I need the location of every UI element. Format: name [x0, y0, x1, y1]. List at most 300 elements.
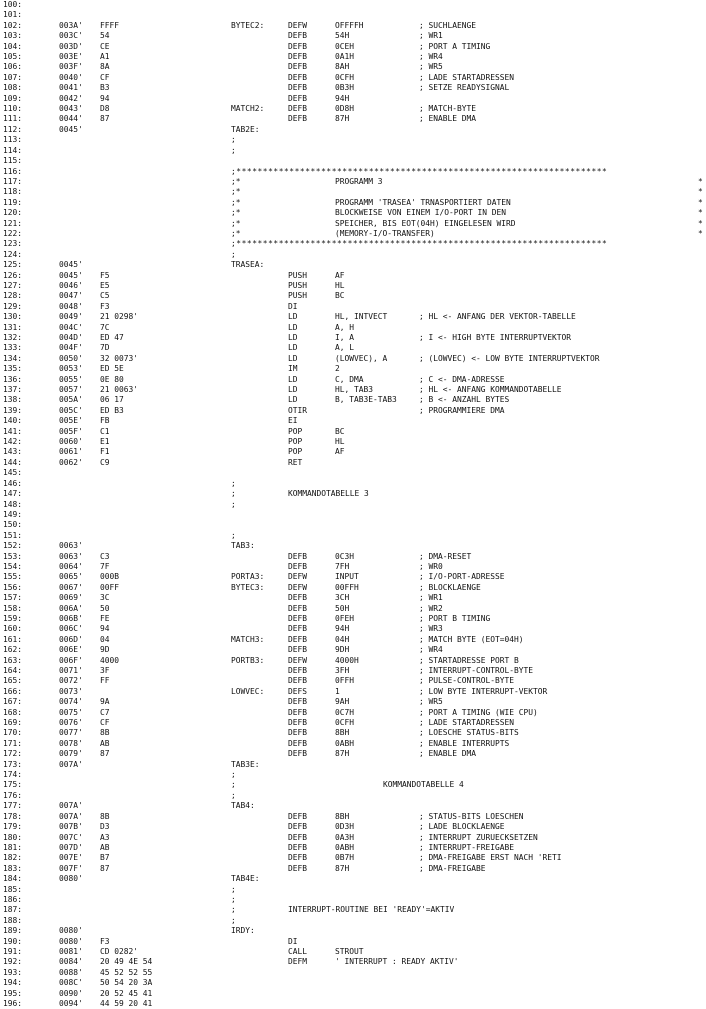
comment: ; MATCH BYTE (EOT=04H)	[419, 634, 524, 644]
object-code: B3	[100, 83, 110, 93]
line-number: 179:	[3, 822, 23, 832]
line-number: 166:	[3, 686, 23, 696]
line-number: 153:	[3, 551, 23, 561]
object-code: 9D	[100, 645, 110, 655]
object-code: 45 52 52 55	[100, 967, 153, 977]
comment: ; WR3	[419, 624, 443, 634]
object-code: FB	[100, 416, 110, 426]
address: 0080'	[59, 874, 83, 884]
listing-line	[3, 957, 706, 967]
comment: ; INTERRUPT ZURUECKSETZEN	[419, 832, 538, 842]
listing-line	[3, 531, 706, 541]
mnemonic: DEFB	[288, 707, 308, 717]
line-number: 125:	[3, 260, 23, 270]
mnemonic: LD	[288, 343, 298, 353]
comment: ; DMA-RESET	[419, 551, 472, 561]
listing-line	[3, 135, 706, 145]
operand: 8BH	[335, 811, 350, 821]
address: 0044'	[59, 114, 83, 124]
operand: ' INTERRUPT : READY AKTIV'	[335, 957, 459, 967]
listing-line	[3, 489, 706, 499]
operand: KOMMANDOTABELLE 4	[383, 780, 464, 790]
listing-line	[3, 416, 706, 426]
listing-line	[3, 323, 706, 333]
comment: ; WR4	[419, 52, 443, 62]
label: ;	[231, 790, 236, 800]
line-number: 148:	[3, 499, 23, 509]
object-code: 50 54 20 3A	[100, 978, 153, 988]
label: ;	[231, 780, 236, 790]
operand: 0FEH	[335, 613, 355, 623]
label: TAB4:	[231, 801, 255, 811]
object-code: C9	[100, 457, 110, 467]
operand: A, H	[335, 322, 355, 332]
label: TAB4E:	[231, 874, 260, 884]
listing-line	[3, 302, 706, 312]
listing-line	[3, 156, 706, 166]
address: 0074'	[59, 697, 83, 707]
comment: ; LADE BLOCKLAENGE	[419, 822, 505, 832]
operand: 04H	[335, 634, 350, 644]
listing-line	[3, 895, 706, 905]
listing-line	[3, 583, 706, 593]
listing-line	[3, 437, 706, 447]
object-code: 7D	[100, 343, 110, 353]
address: 006A'	[59, 603, 83, 613]
address: 0049'	[59, 312, 83, 322]
line-number: 159:	[3, 613, 23, 623]
address: 0053'	[59, 364, 83, 374]
comment: ; PORT A TIMING (WIE CPU)	[419, 707, 538, 717]
comment: ; DMA-FREIGABE ERST NACH 'RETI	[419, 853, 562, 863]
mnemonic: DEFS	[288, 686, 308, 696]
comment: ; ENABLE DMA	[419, 114, 477, 124]
listing-line	[3, 198, 706, 208]
object-code: 21 0298'	[100, 312, 139, 322]
address: 0063'	[59, 551, 83, 561]
object-code: AB	[100, 842, 110, 852]
listing-line	[3, 395, 706, 405]
address: 007C'	[59, 832, 83, 842]
address: 004C'	[59, 322, 83, 332]
comment: ; ENABLE DMA	[419, 749, 477, 759]
listing-line	[3, 656, 706, 666]
line-number: 119:	[3, 197, 23, 207]
mnemonic: DEFB	[288, 31, 308, 41]
address: 0081'	[59, 946, 83, 956]
comment: ; LOESCHE STATUS-BITS	[419, 728, 519, 738]
object-code: F3	[100, 301, 110, 311]
line-number: 177:	[3, 801, 23, 811]
operand: 2	[335, 364, 340, 374]
line-number: 164:	[3, 666, 23, 675]
line-number: 147:	[3, 489, 23, 499]
address: 006E'	[59, 645, 83, 655]
object-code: CD 0282'	[100, 946, 139, 956]
object-code: 50	[100, 603, 110, 613]
label: ;	[231, 489, 236, 499]
operand: 94H	[335, 624, 350, 634]
line-number: 102:	[3, 20, 23, 30]
operand: PROGRAMM 3	[335, 176, 383, 186]
listing-line	[3, 708, 706, 718]
object-code: F5	[100, 270, 110, 280]
object-code: 21 0063'	[100, 385, 139, 395]
object-code: 8B	[100, 811, 110, 821]
line-number: 101:	[3, 10, 23, 20]
listing-line	[3, 281, 706, 291]
listing-line	[3, 760, 706, 770]
address: 0076'	[59, 718, 83, 728]
comment: ; (LOWVEC) <- LOW BYTE INTERRUPTVEKTOR	[419, 353, 600, 363]
operand: STROUT	[335, 946, 364, 956]
object-code: A3	[100, 832, 110, 842]
object-code: CF	[100, 718, 110, 728]
mnemonic: DI	[288, 936, 298, 946]
banner-edge: *	[698, 208, 703, 218]
object-code: 7F	[100, 561, 110, 571]
address: 0080'	[59, 936, 83, 946]
line-number: 146:	[3, 478, 23, 488]
operand: I, A	[335, 333, 355, 342]
comment: ; HL <- ANFANG DER VEKTOR-TABELLE	[419, 312, 576, 322]
listing-line	[3, 541, 706, 551]
label: TAB2E:	[231, 124, 260, 134]
line-number: 142:	[3, 437, 23, 447]
object-code: A1	[100, 52, 110, 62]
object-code: B7	[100, 853, 110, 863]
mnemonic: PUSH	[288, 291, 308, 301]
line-number: 157:	[3, 593, 23, 603]
label: LOWVEC:	[231, 686, 265, 696]
listing-line	[3, 187, 706, 197]
line-number: 163:	[3, 655, 23, 665]
operand: 0CFH	[335, 72, 355, 82]
mnemonic: DEFW	[288, 20, 308, 30]
mnemonic: DEFW	[288, 572, 308, 582]
mnemonic: DEFM	[288, 957, 308, 967]
listing-line	[3, 219, 706, 229]
listing-line	[3, 905, 706, 915]
operand: 0B7H	[335, 853, 355, 863]
listing-line	[3, 791, 706, 801]
operand: 0A3H	[335, 832, 355, 842]
line-number: 176:	[3, 790, 23, 800]
line-number: 169:	[3, 718, 23, 728]
mnemonic: DEFB	[288, 863, 308, 873]
operand: OFFFFH	[335, 20, 364, 30]
line-number: 188:	[3, 915, 23, 925]
mnemonic: DEFB	[288, 104, 308, 114]
label: ;	[231, 145, 236, 155]
line-number: 151:	[3, 530, 23, 540]
listing-line	[3, 739, 706, 749]
object-code: 00FF	[100, 582, 120, 592]
line-number: 149:	[3, 509, 23, 519]
line-number: 158:	[3, 603, 23, 613]
operand: 0FFH	[335, 676, 355, 686]
object-code: F1	[100, 447, 110, 457]
object-code: D3	[100, 822, 110, 832]
listing-line	[3, 52, 706, 62]
listing-line	[3, 552, 706, 562]
listing-line	[3, 458, 706, 468]
line-number: 170:	[3, 728, 23, 738]
line-number: 114:	[3, 145, 23, 155]
object-code: C1	[100, 426, 110, 436]
listing-line	[3, 864, 706, 874]
listing-line	[3, 271, 706, 281]
address: 0057'	[59, 385, 83, 395]
operand: 0ABH	[335, 738, 355, 748]
line-number: 134:	[3, 353, 23, 363]
comment: ; SETZE READYSIGNAL	[419, 83, 510, 93]
listing-line	[3, 822, 706, 832]
operand: INPUT	[335, 572, 359, 582]
line-number: 181:	[3, 842, 23, 852]
mnemonic: DEFB	[288, 83, 308, 93]
listing-line	[3, 801, 706, 811]
operand: 50H	[335, 603, 350, 613]
listing-line	[3, 697, 706, 707]
object-code: ED 47	[100, 333, 124, 342]
address: 0073'	[59, 686, 83, 696]
line-number: 186:	[3, 894, 23, 904]
comment: ; SUCHLAENGE	[419, 20, 477, 30]
mnemonic: DEFB	[288, 593, 308, 603]
address: 0067'	[59, 582, 83, 592]
mnemonic: DEFB	[288, 811, 308, 821]
operand: 87H	[335, 863, 350, 873]
comment: ; LADE STARTADRESSEN	[419, 72, 515, 82]
listing-line	[3, 853, 706, 863]
line-number: 111:	[3, 114, 23, 124]
mnemonic: DEFB	[288, 603, 308, 613]
address: 0040'	[59, 72, 83, 82]
line-number: 110:	[3, 104, 23, 114]
address: 006D'	[59, 634, 83, 644]
listing-line	[3, 593, 706, 603]
object-code: 32 0073'	[100, 353, 139, 363]
label: ;	[231, 499, 236, 509]
listing-line	[3, 926, 706, 936]
operand: 1	[335, 686, 340, 696]
address: 0078'	[59, 738, 83, 748]
line-number: 132:	[3, 333, 23, 342]
line-number: 161:	[3, 634, 23, 644]
operand: 3CH	[335, 593, 350, 603]
operand: C, DMA	[335, 374, 364, 384]
listing-line	[3, 229, 706, 239]
operand: 9AH	[335, 697, 350, 707]
line-number: 129:	[3, 301, 23, 311]
comment: ; B <- ANZAHL BYTES	[419, 395, 510, 405]
object-code: FFFF	[100, 20, 120, 30]
listing-line	[3, 510, 706, 520]
mnemonic: DEFB	[288, 41, 308, 51]
line-number: 104:	[3, 41, 23, 51]
address: 0079'	[59, 749, 83, 759]
line-number: 192:	[3, 957, 23, 967]
comment: ; I <- HIGH BYTE INTERRUPTVEKTOR	[419, 333, 572, 342]
operand: SPEICHER, BIS EOT(04H) EINGELESEN WIRD	[335, 218, 516, 228]
object-code: 3C	[100, 593, 110, 603]
comment: ; ENABLE INTERRUPTS	[419, 738, 510, 748]
operand: 8AH	[335, 62, 350, 72]
mnemonic: POP	[288, 437, 303, 447]
operand: BC	[335, 291, 345, 301]
listing-line	[3, 146, 706, 156]
operand: BLOCKWEISE VON EINEM I/O-PORT IN DEN	[335, 208, 507, 218]
object-code: 87	[100, 114, 110, 124]
line-number: 103:	[3, 31, 23, 41]
operand: 87H	[335, 749, 350, 759]
address: 003F'	[59, 62, 83, 72]
listing-line	[3, 645, 706, 655]
object-code: E5	[100, 280, 110, 290]
operand: 4000H	[335, 655, 359, 665]
label: ;*	[231, 197, 241, 207]
comment: ; STARTADRESSE PORT B	[419, 655, 519, 665]
mnemonic: DEFB	[288, 666, 308, 675]
address: 003D'	[59, 41, 83, 51]
object-code: 87	[100, 863, 110, 873]
line-number: 154:	[3, 561, 23, 571]
label: ;	[231, 478, 236, 488]
object-code: 3F	[100, 666, 110, 675]
comment: ; WR4	[419, 645, 443, 655]
address: 0069'	[59, 593, 83, 603]
line-number: 160:	[3, 624, 23, 634]
listing-line	[3, 312, 706, 322]
comment: ; PORT A TIMING	[419, 41, 491, 51]
listing-line	[3, 406, 706, 416]
line-number: 168:	[3, 707, 23, 717]
label: BYTEC2:	[231, 20, 265, 30]
listing-line	[3, 624, 706, 634]
listing-line	[3, 812, 706, 822]
comment: ; MATCH-BYTE	[419, 104, 477, 114]
comment: ; LADE STARTADRESSEN	[419, 718, 515, 728]
comment: ; WR1	[419, 31, 443, 41]
address: 007E'	[59, 853, 83, 863]
listing-line	[3, 989, 706, 999]
line-number: 133:	[3, 343, 23, 353]
line-number: 100:	[3, 0, 23, 9]
line-number: 187:	[3, 905, 23, 915]
address: 005E'	[59, 416, 83, 426]
listing-line	[3, 885, 706, 895]
listing-line	[3, 385, 706, 395]
listing-line	[3, 978, 706, 988]
address: 0080'	[59, 926, 83, 936]
operand: AF	[335, 447, 345, 457]
operand: AF	[335, 270, 345, 280]
comment: ; STATUS-BITS LOESCHEN	[419, 811, 524, 821]
listing-line	[3, 73, 706, 83]
mnemonic: LD	[288, 312, 298, 322]
listing-line	[3, 83, 706, 93]
label: MATCH2:	[231, 104, 265, 114]
listing-line	[3, 177, 706, 187]
address: 0045'	[59, 260, 83, 270]
operand: 9DH	[335, 645, 350, 655]
operand: HL	[335, 437, 345, 447]
operand: 0D8H	[335, 104, 355, 114]
listing-line	[3, 354, 706, 364]
mnemonic: DEFB	[288, 697, 308, 707]
object-code: 0E 80	[100, 374, 124, 384]
object-code: ED B3	[100, 405, 124, 415]
comment: ; WR1	[419, 593, 443, 603]
operand: 0CFH	[335, 718, 355, 728]
mnemonic: POP	[288, 426, 303, 436]
address: 0045'	[59, 124, 83, 134]
address: 0064'	[59, 561, 83, 571]
line-number: 135:	[3, 364, 23, 374]
line-number: 184:	[3, 874, 23, 884]
mnemonic: INTERRUPT-ROUTINE BEI 'READY'=AKTIV	[288, 905, 455, 915]
banner-edge: *	[698, 176, 703, 186]
address: 0077'	[59, 728, 83, 738]
label: PORTB3:	[231, 655, 265, 665]
address: 007F'	[59, 863, 83, 873]
line-number: 193:	[3, 967, 23, 977]
operand: 54H	[335, 31, 350, 41]
address: 0090'	[59, 988, 83, 998]
line-number: 109:	[3, 93, 23, 103]
address: 0088'	[59, 967, 83, 977]
mnemonic: DEFB	[288, 718, 308, 728]
line-number: 130:	[3, 312, 23, 322]
address: 0071'	[59, 666, 83, 675]
line-number: 156:	[3, 582, 23, 592]
listing-line	[3, 208, 706, 218]
listing-line	[3, 572, 706, 582]
object-code: 7C	[100, 322, 110, 332]
address: 0050'	[59, 353, 83, 363]
mnemonic: DEFB	[288, 634, 308, 644]
line-number: 189:	[3, 926, 23, 936]
comment: ; I/O-PORT-ADRESSE	[419, 572, 505, 582]
mnemonic: DEFB	[288, 645, 308, 655]
listing-line	[3, 728, 706, 738]
listing-line	[3, 947, 706, 957]
operand: BC	[335, 426, 345, 436]
line-number: 105:	[3, 52, 23, 62]
mnemonic: DEFB	[288, 551, 308, 561]
address: 0042'	[59, 93, 83, 103]
address: 004F'	[59, 343, 83, 353]
address: 0072'	[59, 676, 83, 686]
label: ;	[231, 884, 236, 894]
line-number: 182:	[3, 853, 23, 863]
line-number: 194:	[3, 978, 23, 988]
line-number: 167:	[3, 697, 23, 707]
address: 005A'	[59, 395, 83, 405]
banner-edge: *	[698, 197, 703, 207]
listing-line	[3, 968, 706, 978]
address: 007A'	[59, 801, 83, 811]
operand: PROGRAMM 'TRASEA' TRNASPORTIERT DATEN	[335, 197, 511, 207]
line-number: 112:	[3, 124, 23, 134]
operand: 7FH	[335, 561, 350, 571]
mnemonic: DI	[288, 301, 298, 311]
line-number: 126:	[3, 270, 23, 280]
line-number: 190:	[3, 936, 23, 946]
listing-line	[3, 833, 706, 843]
line-number: 140:	[3, 416, 23, 426]
